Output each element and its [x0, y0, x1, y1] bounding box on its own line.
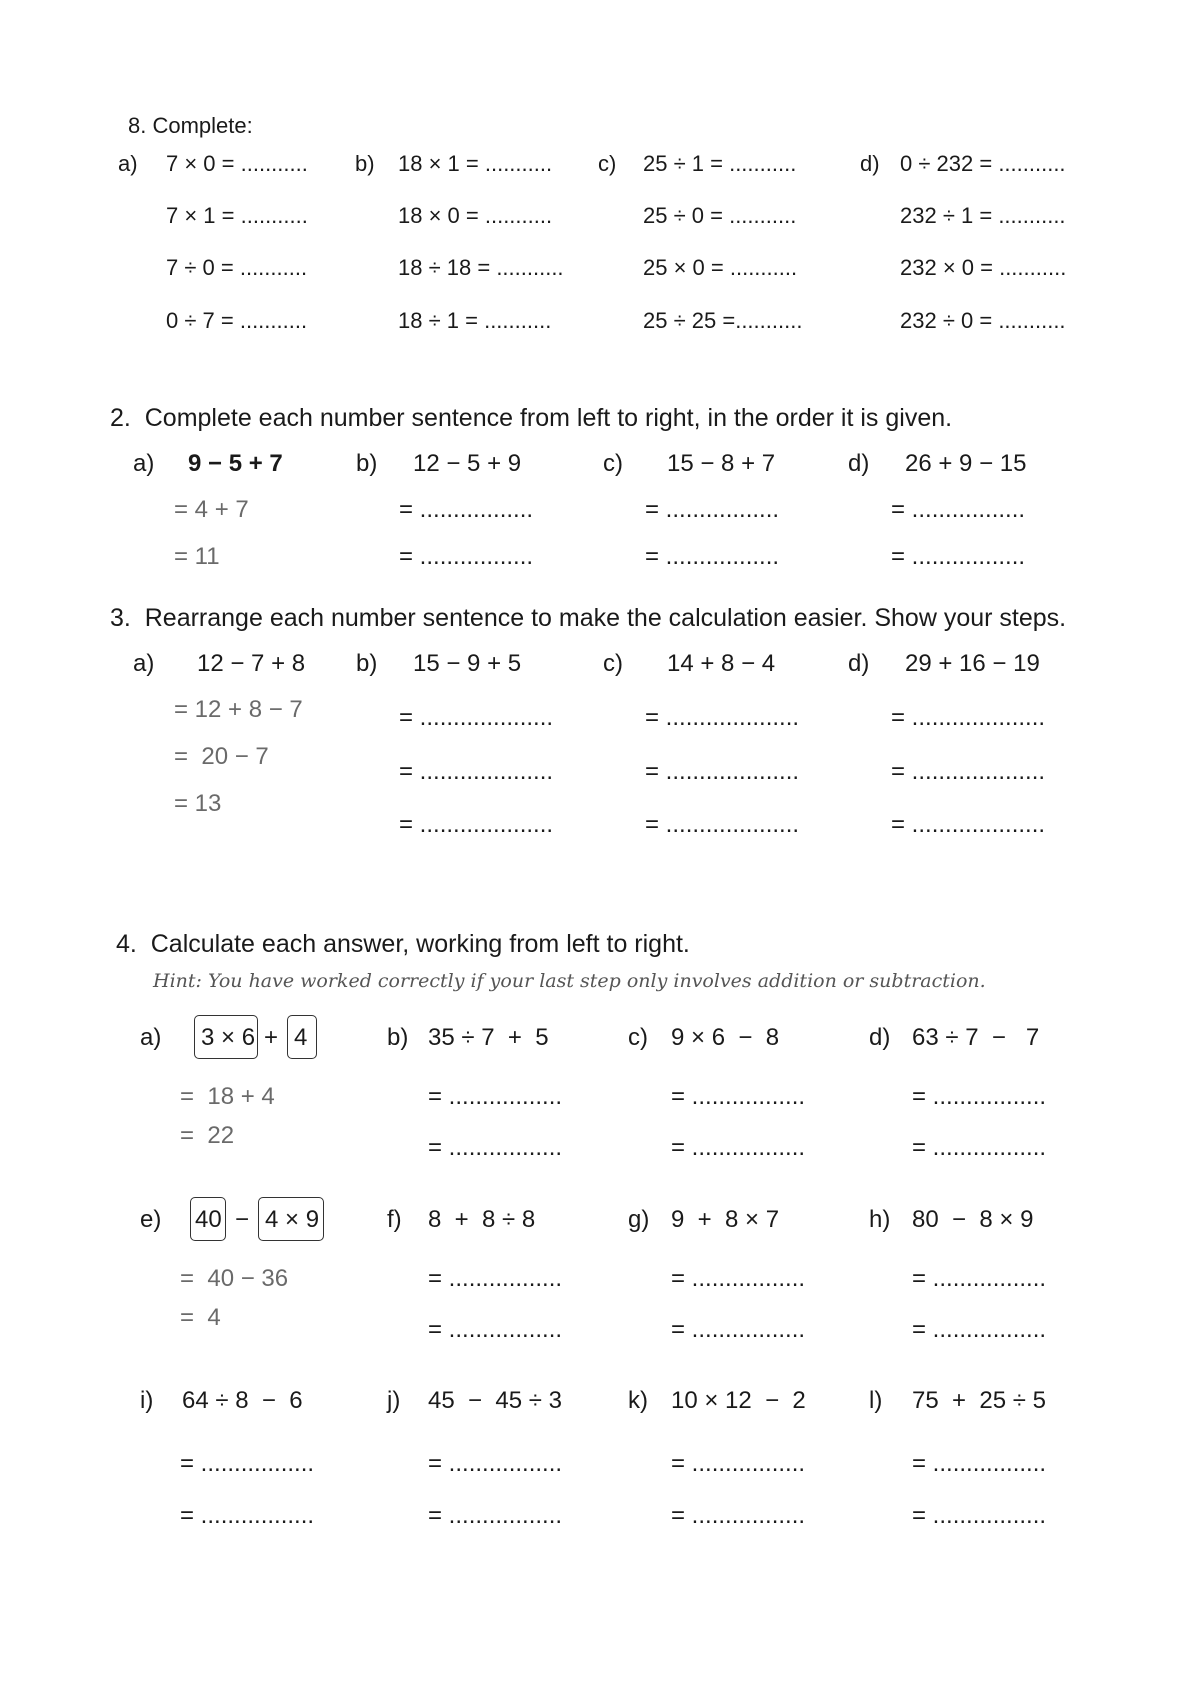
q4-b-label: b) [387, 1024, 409, 1051]
q4-l-blank-1: = ................. [912, 1450, 1047, 1477]
q2-c-line-2: = ................. [645, 543, 780, 570]
q3-a-label: a) [133, 650, 155, 677]
q3-b-line-3: = .................... [399, 811, 554, 838]
q2-d-label: d) [848, 450, 870, 477]
q4-f-expr: 8 + 8 ÷ 8 [428, 1206, 536, 1233]
q4-f-blank-1: = ................. [428, 1265, 563, 1292]
q8-d-label: d) [860, 151, 880, 176]
q3-b-line-2: = .................... [399, 758, 554, 785]
q3-a-line-1: = 12 + 8 − 7 [174, 696, 303, 723]
q2-a-line-2: = 11 [174, 543, 220, 570]
q4-d-label: d) [869, 1024, 891, 1051]
q4-h-label: h) [869, 1206, 891, 1233]
q8-title: 8. Complete: [128, 113, 253, 138]
q3-d-line-2: = .................... [891, 758, 1046, 785]
q3-b-expr: 15 − 9 + 5 [413, 650, 522, 677]
q2-a-line-1: = 4 + 7 [174, 496, 249, 523]
q4-a-box-1-text: 3 × 6 [201, 1024, 256, 1051]
q8-a-row-4: 0 ÷ 7 = ........... [166, 308, 308, 333]
q4-h-expr: 80 − 8 × 9 [912, 1206, 1034, 1233]
q8-c-label: c) [598, 151, 617, 176]
q4-g-label: g) [628, 1206, 650, 1233]
q2-b-line-1: = ................. [399, 496, 534, 523]
q3-d-line-3: = .................... [891, 811, 1046, 838]
q4-i-label: i) [140, 1387, 154, 1414]
q2-c-expr: 15 − 8 + 7 [667, 450, 776, 477]
q8-d-row-2: 232 ÷ 1 = ........... [900, 203, 1066, 228]
q2-b-label: b) [356, 450, 378, 477]
q2-c-line-1: = ................. [645, 496, 780, 523]
q3-c-label: c) [603, 650, 623, 677]
q2-d-line-1: = ................. [891, 496, 1026, 523]
q3-c-line-2: = .................... [645, 758, 800, 785]
q8-d-row-3: 232 × 0 = ........... [900, 255, 1067, 280]
q4-a-line-2: = 22 [180, 1122, 235, 1149]
q4-j-expr: 45 − 45 ÷ 3 [428, 1387, 562, 1414]
q3-d-label: d) [848, 650, 870, 677]
q4-e-line-1: = 40 − 36 [180, 1265, 289, 1292]
q3-b-line-1: = .................... [399, 704, 554, 731]
q4-k-blank-2: = ................. [671, 1502, 806, 1529]
q4-i-blank-1: = ................. [180, 1450, 315, 1477]
q4-d-expr: 63 ÷ 7 − 7 [912, 1024, 1040, 1051]
q3-c-line-1: = .................... [645, 704, 800, 731]
q4-b-blank-1: = ................. [428, 1083, 563, 1110]
q2-c-label: c) [603, 450, 623, 477]
q4-hint: Hint: You have worked correctly if your last step only involves addition or subtraction. [153, 970, 986, 992]
q8-a-row-1: 7 × 0 = ........... [166, 151, 308, 176]
q3-b-label: b) [356, 650, 378, 677]
q3-c-expr: 14 + 8 − 4 [667, 650, 776, 677]
q4-l-label: l) [869, 1387, 883, 1414]
q4-h-blank-1: = ................. [912, 1265, 1047, 1292]
q4-title: 4. Calculate each answer, working from left to right. [116, 930, 690, 958]
q4-a-label: a) [140, 1024, 162, 1051]
q3-d-expr: 29 + 16 − 19 [905, 650, 1040, 677]
q4-a-box-2-text: 4 [294, 1024, 308, 1051]
q8-b-row-1: 18 × 1 = ........... [398, 151, 553, 176]
q8-a-label: a) [118, 151, 138, 176]
q2-b-line-2: = ................. [399, 543, 534, 570]
q4-d-blank-1: = ................. [912, 1083, 1047, 1110]
q4-j-label: j) [387, 1387, 401, 1414]
q8-c-row-1: 25 ÷ 1 = ........... [643, 151, 797, 176]
q8-b-row-2: 18 × 0 = ........... [398, 203, 553, 228]
q4-c-expr: 9 × 6 − 8 [671, 1024, 780, 1051]
q4-e-box-1-text: 40 [195, 1206, 222, 1233]
q3-title: 3. Rearrange each number sentence to make the calculation easier. Show your steps. [110, 604, 1067, 632]
q8-d-row-1: 0 ÷ 232 = ........... [900, 151, 1066, 176]
q3-c-line-3: = .................... [645, 811, 800, 838]
q8-b-row-4: 18 ÷ 1 = ........... [398, 308, 552, 333]
q3-a-expr: 12 − 7 + 8 [197, 650, 306, 677]
q4-i-blank-2: = ................. [180, 1502, 315, 1529]
q8-b-label: b) [355, 151, 375, 176]
q4-e-line-2: = 4 [180, 1304, 221, 1331]
q4-h-blank-2: = ................. [912, 1316, 1047, 1343]
q3-a-line-2: = 20 − 7 [174, 743, 269, 770]
q8-c-row-4: 25 ÷ 25 =........... [643, 308, 803, 333]
q4-g-expr: 9 + 8 × 7 [671, 1206, 780, 1233]
q4-c-label: c) [628, 1024, 648, 1051]
q4-a-op: + [264, 1024, 279, 1051]
q8-d-row-4: 232 ÷ 0 = ........... [900, 308, 1066, 333]
q2-a-expr: 9 − 5 + 7 [188, 450, 283, 477]
q8-c-row-3: 25 × 0 = ........... [643, 255, 798, 280]
q8-a-row-3: 7 ÷ 0 = ........... [166, 255, 308, 280]
q4-k-expr: 10 × 12 − 2 [671, 1387, 806, 1414]
q8-c-row-2: 25 ÷ 0 = ........... [643, 203, 797, 228]
q4-b-expr: 35 ÷ 7 + 5 [428, 1024, 549, 1051]
q4-f-blank-2: = ................. [428, 1316, 563, 1343]
q4-c-blank-2: = ................. [671, 1134, 806, 1161]
q4-j-blank-2: = ................. [428, 1502, 563, 1529]
q2-d-line-2: = ................. [891, 543, 1026, 570]
q8-b-row-3: 18 ÷ 18 = ........... [398, 255, 564, 280]
q4-k-label: k) [628, 1387, 648, 1414]
q4-k-blank-1: = ................. [671, 1450, 806, 1477]
q4-i-expr: 64 ÷ 8 − 6 [182, 1387, 303, 1414]
q4-g-blank-2: = ................. [671, 1316, 806, 1343]
q4-e-box-2-text: 4 × 9 [265, 1206, 320, 1233]
q2-a-label: a) [133, 450, 155, 477]
q4-j-blank-1: = ................. [428, 1450, 563, 1477]
q8-a-row-2: 7 × 1 = ........... [166, 203, 308, 228]
q3-a-line-3: = 13 [174, 790, 222, 817]
q2-b-expr: 12 − 5 + 9 [413, 450, 522, 477]
q4-l-blank-2: = ................. [912, 1502, 1047, 1529]
q4-d-blank-2: = ................. [912, 1134, 1047, 1161]
q4-c-blank-1: = ................. [671, 1083, 806, 1110]
q4-l-expr: 75 + 25 ÷ 5 [912, 1387, 1046, 1414]
q4-b-blank-2: = ................. [428, 1134, 563, 1161]
q4-e-label: e) [140, 1206, 162, 1233]
q4-f-label: f) [387, 1206, 402, 1233]
q4-e-op: − [235, 1206, 250, 1233]
q3-d-line-1: = .................... [891, 704, 1046, 731]
q4-g-blank-1: = ................. [671, 1265, 806, 1292]
q2-d-expr: 26 + 9 − 15 [905, 450, 1027, 477]
q4-a-line-1: = 18 + 4 [180, 1083, 275, 1110]
q2-title: 2. Complete each number sentence from left to right, in the order it is given. [110, 404, 953, 432]
